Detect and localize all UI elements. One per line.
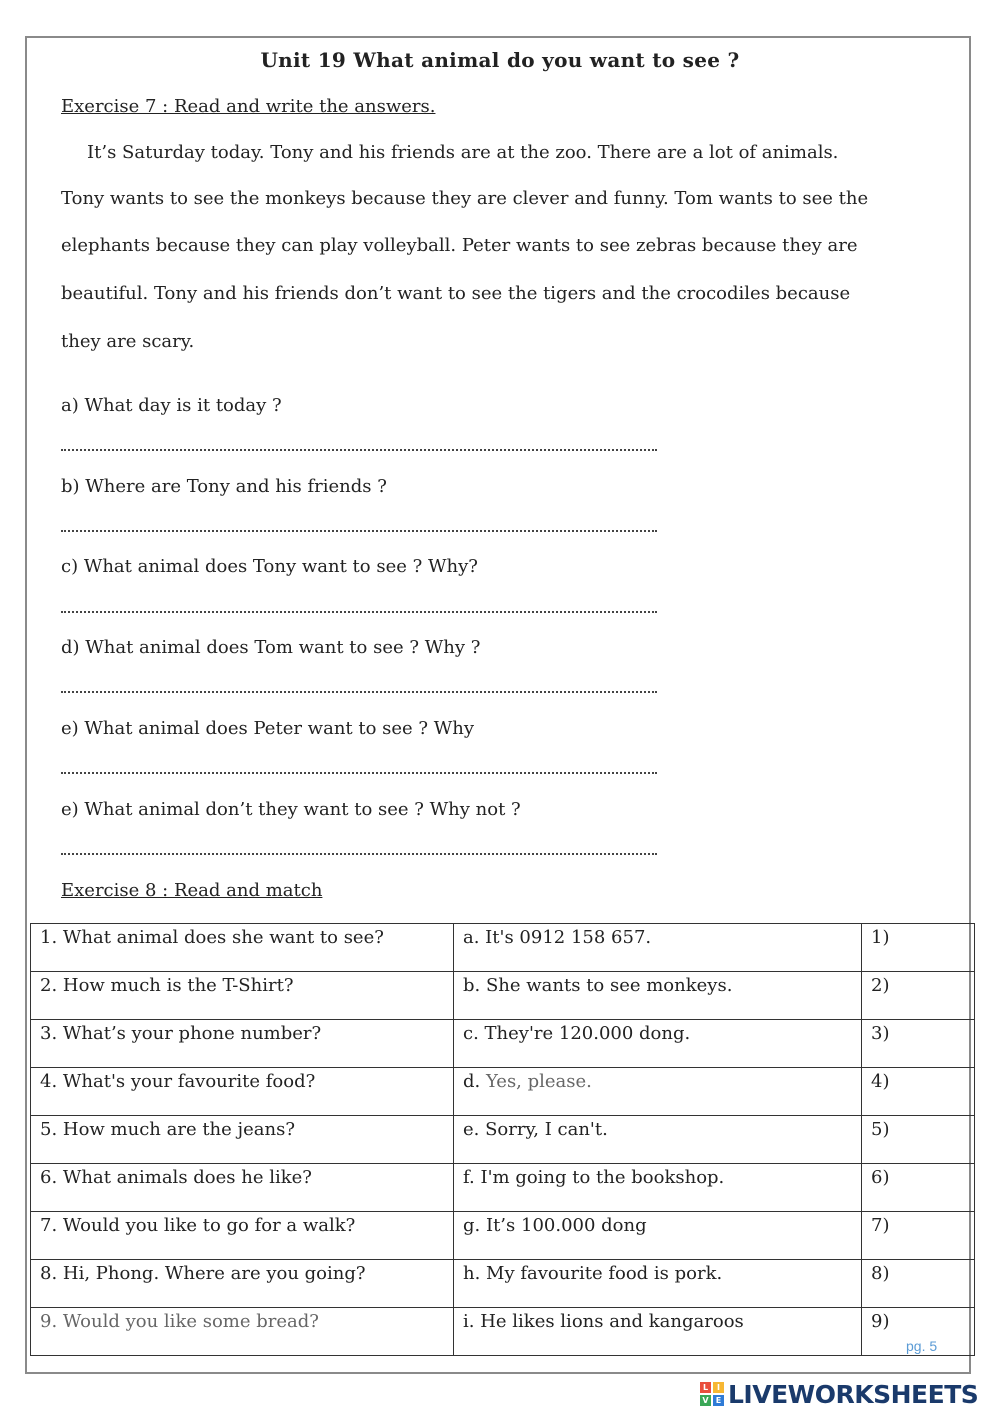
passage-line: they are scary.	[61, 331, 195, 352]
match-answer: a. It's 0912 158 657.	[454, 924, 862, 972]
page-number: pg. 5	[906, 1338, 938, 1354]
question-c: c) What animal does Tony want to see ? Why?	[61, 556, 478, 577]
match-question: 2. How much is the T-Shirt?	[31, 972, 454, 1020]
table-row	[31, 1212, 975, 1260]
table-row	[31, 1260, 975, 1308]
liveworksheets-logo[interactable]	[700, 1379, 978, 1409]
passage-line: elephants because they can play volleyball. Peter wants to see zebras because they are	[61, 235, 858, 256]
passage-line: Tony wants to see the monkeys because they are clever and funny. Tom wants to see the	[61, 188, 869, 209]
match-answer: f. I'm going to the bookshop.	[454, 1164, 862, 1212]
passage-line: beautiful. Tony and his friends don’t want to see the tigers and the crocodiles because	[61, 283, 851, 304]
match-answer: i. He likes lions and kangaroos	[454, 1308, 862, 1356]
question-b: b) Where are Tony and his friends ?	[61, 476, 387, 497]
question-e: e) What animal does Peter want to see ? Why	[61, 718, 475, 739]
exercise-7-heading: Exercise 7 : Read and write the answers.	[61, 96, 436, 117]
match-question: 5. How much are the jeans?	[31, 1116, 454, 1164]
match-blank[interactable]: 1)	[862, 924, 975, 972]
match-question: 4. What's your favourite food?	[31, 1068, 454, 1116]
match-answer: e. Sorry, I can't.	[454, 1116, 862, 1164]
brand-name: LIVEWORKSHEETS	[728, 1379, 979, 1409]
table-row	[31, 1308, 975, 1356]
match-answer: b. She wants to see monkeys.	[454, 972, 862, 1020]
match-question: 1. What animal does she want to see?	[31, 924, 454, 972]
logo-letter: V	[700, 1395, 711, 1406]
table-row	[31, 1164, 975, 1212]
question-f: e) What animal don’t they want to see ? Why not ?	[61, 799, 521, 820]
match-answer	[454, 1068, 862, 1116]
match-blank[interactable]: 8)	[862, 1260, 975, 1308]
match-blank[interactable]: 4)	[862, 1068, 975, 1116]
table-row	[31, 1020, 975, 1068]
match-answer: g. It’s 100.000 dong	[454, 1212, 862, 1260]
match-question: 7. Would you like to go for a walk?	[31, 1212, 454, 1260]
match-answer: c. They're 120.000 dong.	[454, 1020, 862, 1068]
question-d: d) What animal does Tom want to see ? Why ?	[61, 637, 481, 658]
table-row	[31, 1068, 975, 1116]
match-question: 8. Hi, Phong. Where are you going?	[31, 1260, 454, 1308]
match-blank[interactable]: 6)	[862, 1164, 975, 1212]
passage-line: It’s Saturday today. Tony and his friends are at the zoo. There are a lot of animals.	[87, 142, 839, 163]
table-row	[31, 924, 975, 972]
match-question: 6. What animals does he like?	[31, 1164, 454, 1212]
logo-letter: E	[713, 1395, 724, 1406]
logo-letter: I	[713, 1382, 724, 1393]
answer-line-b[interactable]	[61, 530, 657, 532]
answer-line-e[interactable]	[61, 772, 657, 774]
match-answer: h. My favourite food is pork.	[454, 1260, 862, 1308]
match-answer-text: d. Yes, please.	[463, 1071, 592, 1092]
answer-line-c[interactable]	[61, 611, 657, 613]
logo-icon	[700, 1382, 724, 1406]
table-row	[31, 1116, 975, 1164]
page-title: Unit 19 What animal do you want to see ?	[260, 48, 740, 72]
match-blank[interactable]: 5)	[862, 1116, 975, 1164]
answer-line-f[interactable]	[61, 853, 657, 855]
match-question: 9. Would you like some bread?	[31, 1308, 454, 1356]
match-blank[interactable]: 2)	[862, 972, 975, 1020]
answer-line-d[interactable]	[61, 691, 657, 693]
question-a: a) What day is it today ?	[61, 395, 282, 416]
match-question: 3. What’s your phone number?	[31, 1020, 454, 1068]
exercise-8-heading: Exercise 8 : Read and match	[61, 880, 323, 901]
answer-line-a[interactable]	[61, 449, 657, 451]
match-table	[30, 923, 975, 1356]
match-blank[interactable]: 3)	[862, 1020, 975, 1068]
match-blank[interactable]: 9)	[862, 1308, 975, 1356]
match-blank[interactable]: 7)	[862, 1212, 975, 1260]
table-row	[31, 972, 975, 1020]
logo-letter: L	[700, 1382, 711, 1393]
